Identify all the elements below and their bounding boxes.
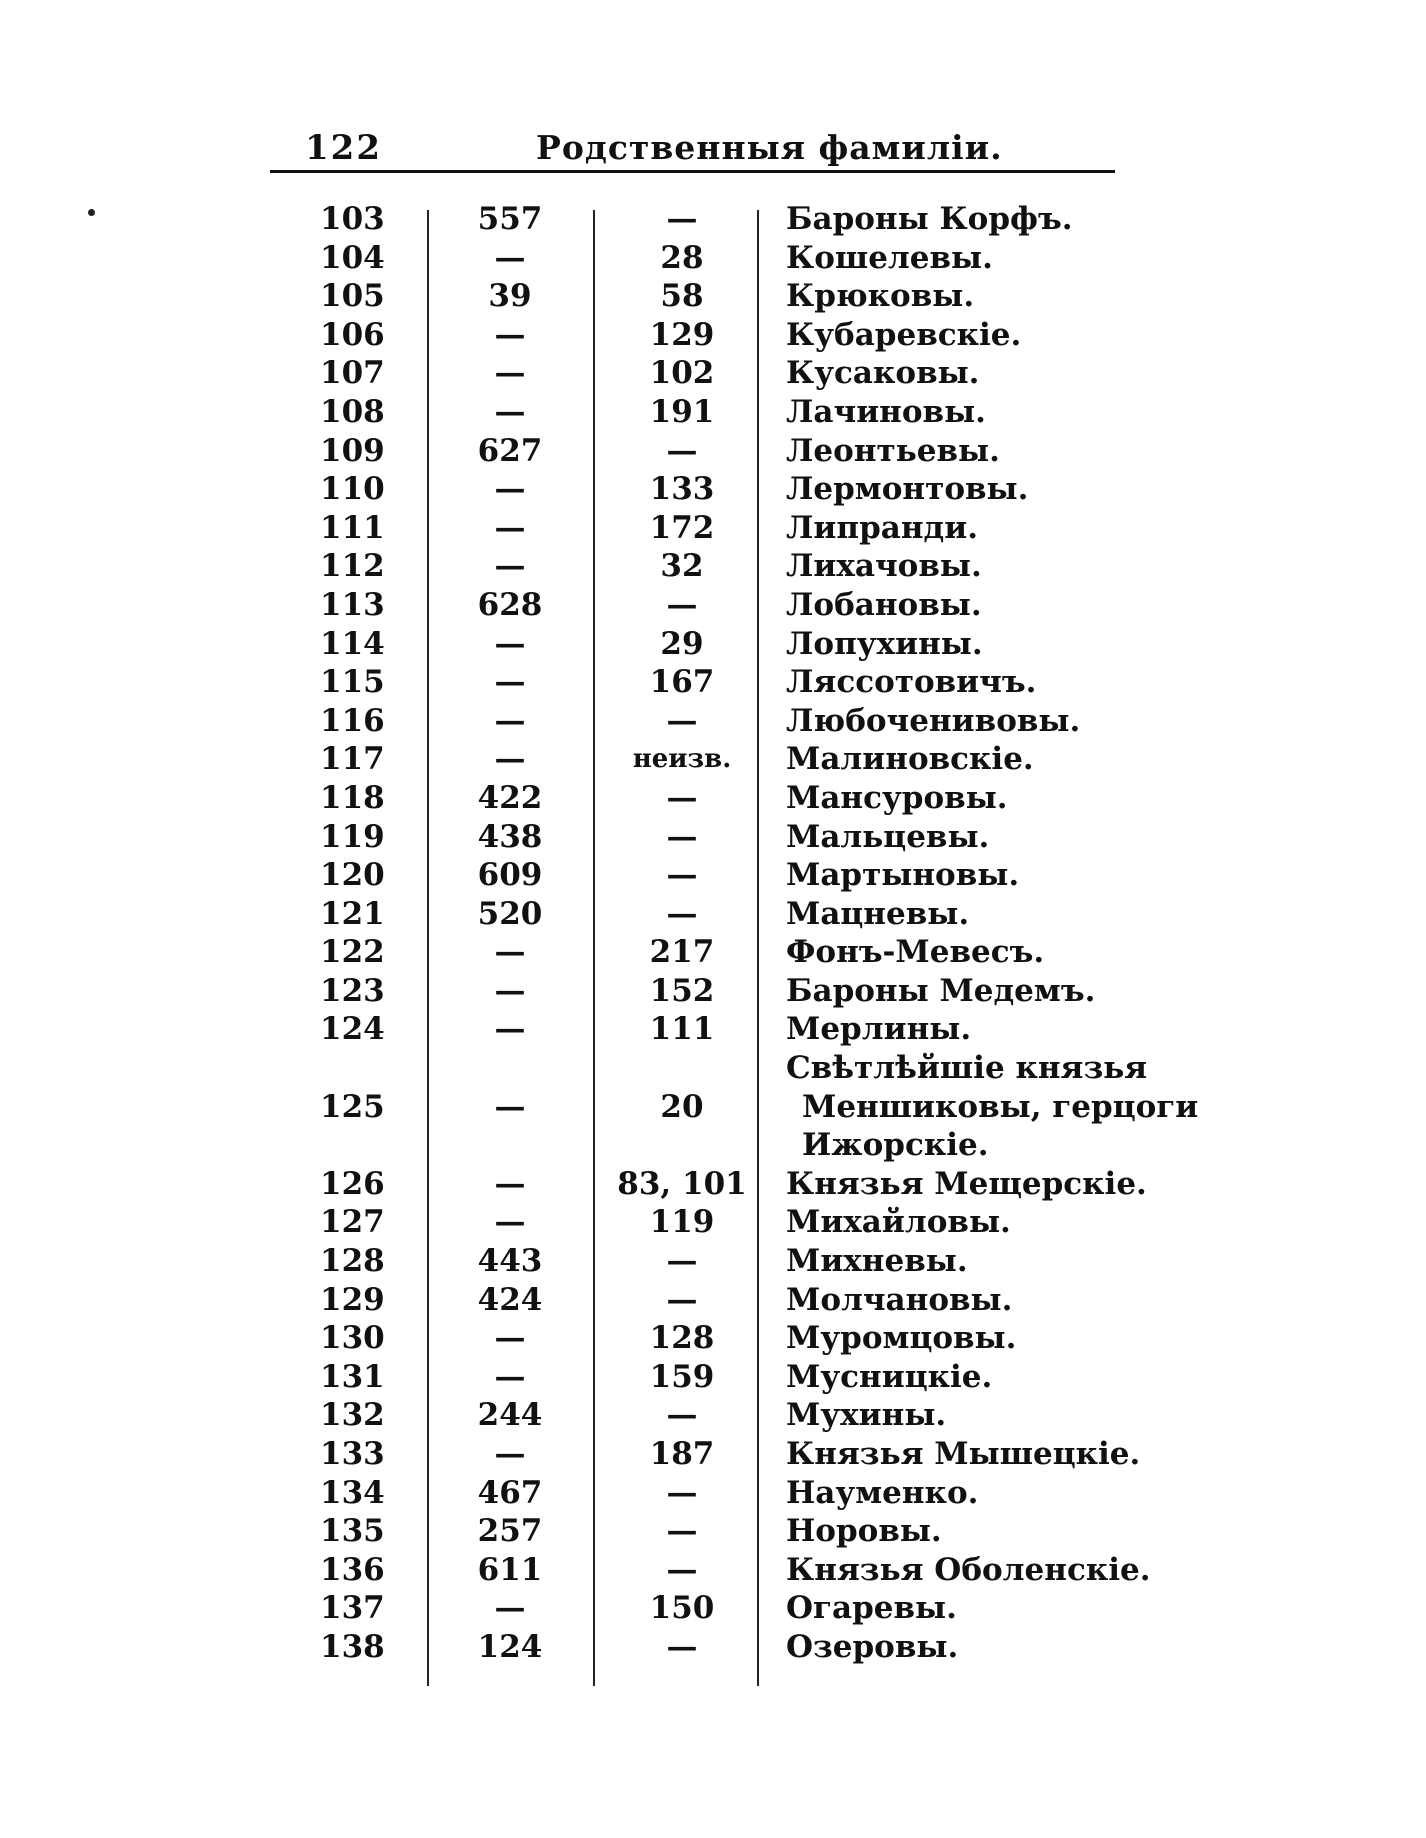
reference-a: — — [494, 934, 526, 971]
reference-a: — — [494, 702, 526, 739]
row-number: 114 — [320, 625, 385, 662]
reference-a: 557 — [477, 201, 543, 237]
family-name — [786, 1551, 1426, 1590]
family-name-line: Крюковы. — [786, 278, 975, 315]
family-name-line: Лопухины. — [786, 625, 983, 662]
reference-b: 133 — [649, 471, 715, 508]
family-name-line: Князья Мещерскіе. — [786, 1165, 1147, 1202]
reference-b: — — [666, 1513, 698, 1550]
family-name — [786, 740, 1426, 779]
reference-a: 627 — [477, 432, 543, 469]
table-row — [300, 1281, 1120, 1320]
table-row — [300, 509, 1120, 548]
reference-b: 29 — [660, 625, 704, 662]
family-name-line: Огаревы. — [786, 1590, 957, 1627]
row-number: 105 — [320, 278, 385, 315]
table-row — [300, 470, 1120, 509]
row-number: 128 — [320, 1243, 385, 1280]
row-number: 121 — [320, 895, 385, 932]
row-number: 137 — [320, 1590, 385, 1627]
reference-a: — — [494, 625, 526, 662]
table-row — [300, 1203, 1120, 1242]
family-name-line: Липранди. — [786, 509, 978, 546]
reference-b: — — [666, 432, 698, 469]
family-name — [786, 432, 1426, 471]
family-name — [786, 547, 1426, 586]
family-name-line: Мухины. — [786, 1397, 947, 1434]
family-name-line: Мартыновы. — [786, 857, 1020, 894]
family-name — [786, 972, 1426, 1011]
reference-b: — — [666, 1397, 698, 1434]
reference-b: 28 — [660, 239, 704, 276]
table-row — [300, 740, 1120, 779]
table-row — [300, 277, 1120, 316]
reference-b: 32 — [660, 548, 704, 585]
reference-b: 128 — [649, 1320, 715, 1357]
family-name — [786, 1435, 1426, 1474]
row-number: 108 — [320, 393, 385, 430]
row-number: 119 — [320, 818, 385, 855]
table-row — [300, 895, 1120, 934]
row-number: 134 — [320, 1474, 385, 1511]
families-table — [300, 200, 1199, 1667]
row-number: 126 — [320, 1165, 385, 1202]
reference-b: 167 — [649, 664, 715, 701]
family-name-line: Кусаковы. — [786, 355, 980, 392]
running-title: Родственныя фамиліи. — [536, 128, 1003, 167]
reference-a: 628 — [477, 586, 543, 623]
reference-b: 119 — [649, 1204, 715, 1241]
table-row — [300, 1435, 1141, 1474]
reference-a: — — [494, 1436, 526, 1473]
reference-a: — — [494, 1088, 526, 1125]
reference-a: — — [494, 664, 526, 701]
reference-a: — — [494, 509, 526, 546]
family-name-line: Михневы. — [786, 1243, 968, 1280]
table-row — [300, 1474, 1120, 1513]
reference-b: 83, 101 — [617, 1165, 747, 1202]
row-number: 118 — [320, 779, 385, 816]
family-name — [786, 1049, 1426, 1165]
reference-a: 424 — [477, 1281, 543, 1318]
table-row — [300, 779, 1120, 818]
row-number: 104 — [320, 239, 385, 276]
family-name — [786, 316, 1426, 355]
family-name-line: Мансуровы. — [786, 779, 1008, 816]
table-row — [300, 354, 1120, 393]
table-row — [300, 1049, 1199, 1165]
reference-b: — — [666, 1243, 698, 1280]
reference-b: — — [666, 895, 698, 932]
reference-a: 257 — [477, 1513, 543, 1550]
table-row — [300, 239, 1120, 278]
family-name-line: Бароны Медемъ. — [786, 972, 1096, 1009]
family-name-line: Ляссотовичъ. — [786, 664, 1037, 701]
reference-a: 520 — [477, 895, 543, 932]
reference-a: 39 — [488, 278, 532, 315]
reference-a: 611 — [477, 1551, 543, 1588]
row-number: 116 — [320, 702, 385, 739]
family-name-line: Князья Оболенскіе. — [786, 1551, 1151, 1588]
family-name-line: Любоченивовы. — [786, 702, 1081, 739]
family-name-line: Муромцовы. — [786, 1320, 1017, 1357]
reference-b: — — [666, 702, 698, 739]
table-row — [300, 1010, 1120, 1049]
family-name-line: Бароны Корфъ. — [786, 201, 1073, 237]
family-name-line: Ижорскіе. — [802, 1127, 989, 1164]
table-row — [300, 818, 1120, 857]
table-row — [300, 1551, 1151, 1590]
reference-b: 187 — [649, 1436, 715, 1473]
family-name — [786, 1010, 1426, 1049]
header-rule — [270, 170, 1115, 173]
reference-b: — — [666, 818, 698, 855]
family-name — [786, 509, 1426, 548]
family-name — [786, 1242, 1426, 1281]
reference-b: — — [666, 1474, 698, 1511]
reference-a: 609 — [477, 857, 543, 894]
reference-b: 172 — [649, 509, 715, 546]
table-row — [300, 1396, 1120, 1435]
family-name-line: Михайловы. — [786, 1204, 1011, 1241]
row-number: 120 — [320, 857, 385, 894]
reference-b: 191 — [649, 393, 715, 430]
row-number: 138 — [320, 1628, 385, 1665]
row-number: 117 — [320, 741, 385, 778]
table-row — [300, 1628, 1120, 1667]
family-name — [786, 1628, 1426, 1667]
reference-a: 244 — [477, 1397, 543, 1434]
family-name-line: Кубаревскіе. — [786, 316, 1022, 353]
reference-a: — — [494, 1165, 526, 1202]
reference-b: — — [666, 1628, 698, 1665]
reference-b: неизв. — [632, 744, 732, 775]
row-number: 103 — [320, 201, 385, 237]
reference-a: — — [494, 1320, 526, 1357]
family-name-line: Фонъ-Мевесъ. — [786, 934, 1045, 971]
family-name — [786, 470, 1426, 509]
row-number: 129 — [320, 1281, 385, 1318]
reference-a: — — [494, 471, 526, 508]
reference-a: — — [494, 1590, 526, 1627]
table-row — [300, 200, 1120, 239]
reference-b: — — [666, 586, 698, 623]
table-row — [300, 432, 1120, 471]
family-name-line: Князья Мышецкіе. — [786, 1436, 1141, 1473]
reference-b: — — [666, 1281, 698, 1318]
reference-b: 152 — [649, 972, 715, 1009]
reference-b: 150 — [649, 1590, 715, 1627]
family-name — [786, 1512, 1426, 1551]
reference-b: 20 — [660, 1088, 704, 1125]
reference-b: — — [666, 779, 698, 816]
reference-b: 129 — [649, 316, 715, 353]
reference-b: 111 — [649, 1011, 715, 1048]
reference-a: — — [494, 316, 526, 353]
row-number: 115 — [320, 664, 385, 701]
family-name-line: Норовы. — [786, 1513, 942, 1550]
row-number: 106 — [320, 316, 385, 353]
family-name — [786, 1358, 1426, 1397]
reference-a: 438 — [477, 818, 543, 855]
family-name — [786, 200, 1426, 239]
family-name-line: Мерлины. — [786, 1011, 972, 1048]
family-name — [786, 663, 1426, 702]
family-name — [786, 933, 1426, 972]
reference-a: — — [494, 1204, 526, 1241]
reference-b: 217 — [649, 934, 715, 971]
reference-a: — — [494, 548, 526, 585]
family-name-line: Науменко. — [786, 1474, 979, 1511]
table-row — [300, 972, 1120, 1011]
row-number: 127 — [320, 1204, 385, 1241]
family-name — [786, 1474, 1426, 1513]
row-number: 122 — [320, 934, 385, 971]
table-row — [300, 663, 1120, 702]
table-row — [300, 702, 1120, 741]
row-number: 111 — [320, 509, 385, 546]
reference-a: — — [494, 355, 526, 392]
family-name — [786, 779, 1426, 818]
reference-b: 58 — [660, 278, 704, 315]
row-number: 123 — [320, 972, 385, 1009]
table-row — [300, 856, 1120, 895]
table-row — [300, 1512, 1120, 1551]
reference-a: 467 — [477, 1474, 543, 1511]
family-name — [786, 1319, 1426, 1358]
family-name-line: Лачиновы. — [786, 393, 986, 430]
family-name-line: Свѣтлѣйшіе князья — [786, 1050, 1148, 1087]
family-name-line: Мальцевы. — [786, 818, 990, 855]
row-number: 131 — [320, 1358, 385, 1395]
table-row — [300, 1358, 1120, 1397]
reference-b: — — [666, 1551, 698, 1588]
family-name — [786, 1165, 1426, 1204]
family-name-line: Меншиковы, герцоги — [802, 1088, 1199, 1125]
reference-b: 102 — [649, 355, 715, 392]
family-name-line: Малиновскіе. — [786, 741, 1034, 778]
row-number: 109 — [320, 432, 385, 469]
family-name-line: Кошелевы. — [786, 239, 993, 276]
table-row — [300, 1319, 1120, 1358]
table-row — [300, 625, 1120, 664]
row-number: 124 — [320, 1011, 385, 1048]
family-name-line: Мацневы. — [786, 895, 970, 932]
family-name-line: Лихачовы. — [786, 548, 982, 585]
reference-a: — — [494, 972, 526, 1009]
table-row — [300, 547, 1120, 586]
family-name — [786, 1396, 1426, 1435]
row-number: 135 — [320, 1513, 385, 1550]
row-number: 136 — [320, 1551, 385, 1588]
row-number: 132 — [320, 1397, 385, 1434]
reference-a: — — [494, 1358, 526, 1395]
family-name — [786, 895, 1426, 934]
reference-b: 159 — [649, 1358, 715, 1395]
family-name-line: Молчановы. — [786, 1281, 1013, 1318]
family-name-line: Лобановы. — [786, 586, 982, 623]
family-name — [786, 1281, 1426, 1320]
family-name — [786, 393, 1426, 432]
page-header — [272, 124, 1112, 174]
row-number: 125 — [320, 1088, 385, 1125]
family-name — [786, 856, 1426, 895]
family-name — [786, 818, 1426, 857]
reference-a: — — [494, 239, 526, 276]
reference-b: — — [666, 201, 698, 237]
reference-b: — — [666, 857, 698, 894]
table-row — [300, 933, 1120, 972]
reference-a: — — [494, 1011, 526, 1048]
reference-a: — — [494, 741, 526, 778]
family-name — [786, 354, 1426, 393]
table-row — [300, 1242, 1120, 1281]
family-name — [786, 1589, 1426, 1628]
table-row — [300, 586, 1120, 625]
row-number: 133 — [320, 1436, 385, 1473]
row-number: 112 — [320, 548, 385, 585]
family-name — [786, 625, 1426, 664]
table-row — [300, 1589, 1120, 1628]
row-number: 107 — [320, 355, 385, 392]
family-name — [786, 702, 1426, 741]
family-name — [786, 586, 1426, 625]
family-name — [786, 1203, 1426, 1242]
family-name-line: Озеровы. — [786, 1628, 959, 1665]
family-name-line: Леонтьевы. — [786, 432, 1000, 469]
table-row — [300, 393, 1120, 432]
family-name — [786, 277, 1426, 316]
reference-a: 124 — [477, 1628, 543, 1665]
table-row — [300, 1165, 1147, 1204]
row-number: 113 — [320, 586, 385, 623]
page-number: 122 — [305, 128, 382, 168]
reference-a: 422 — [477, 779, 543, 816]
family-name-line: Мусницкіе. — [786, 1358, 993, 1395]
print-speck — [88, 209, 95, 216]
reference-a: 443 — [477, 1243, 543, 1280]
family-name-line: Лермонтовы. — [786, 471, 1029, 508]
table-row — [300, 316, 1120, 355]
row-number: 130 — [320, 1320, 385, 1357]
family-name — [786, 239, 1426, 278]
reference-a: — — [494, 393, 526, 430]
row-number: 110 — [320, 471, 385, 508]
